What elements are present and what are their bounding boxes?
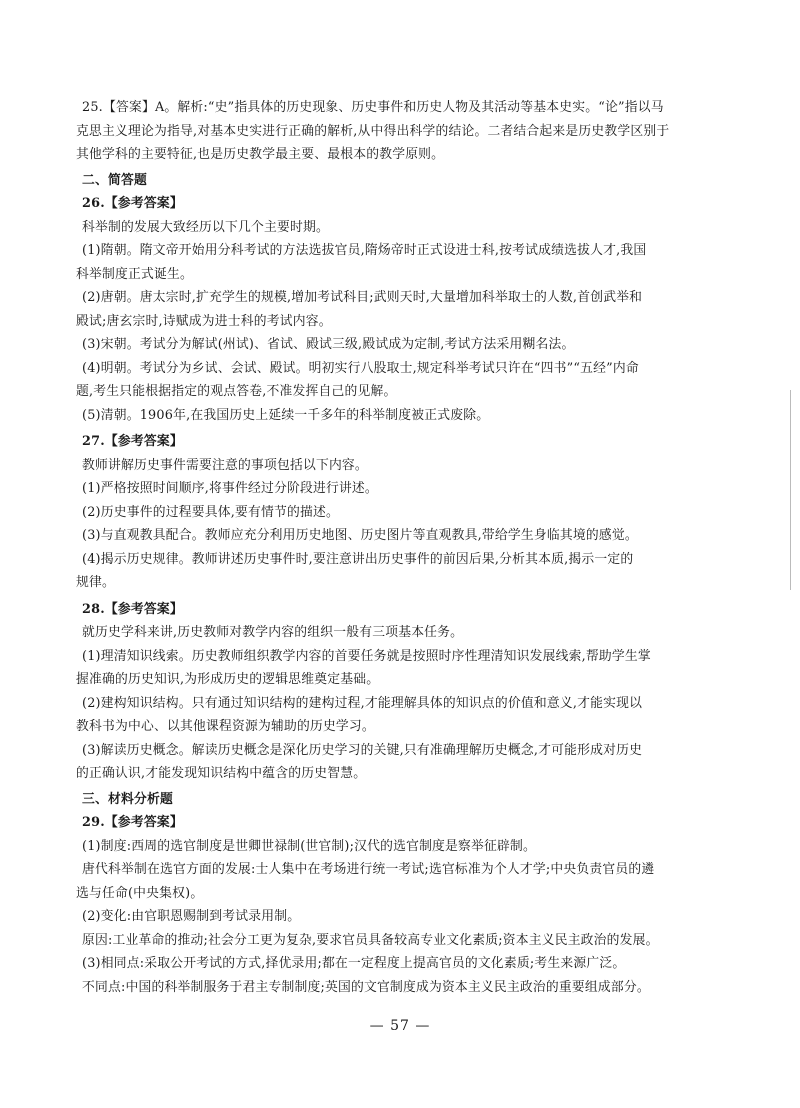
q26-title: 26.【参考答案】 bbox=[82, 196, 183, 211]
q29-line: 唐代科举制在选官方面的发展:士人集中在考场进行统一考试;选官标准为个人才学;中央负责官员的遴 bbox=[82, 862, 655, 877]
scan-margin-line bbox=[790, 390, 791, 590]
q26-line: (4)明朝。考试分为乡试、会试、殿试。明初实行八股取士,规定科举考试只许在“四书”“五经”内命 bbox=[82, 360, 639, 376]
q28-answer bbox=[76, 621, 670, 786]
q29-line: 不同点:中国的科举制服务于君主专制制度;英国的文官制度成为资本主义民主政治的重要组成部分。 bbox=[82, 979, 650, 995]
q28-title: 28.【参考答案】 bbox=[82, 601, 183, 617]
q25-line-3: 其他学科的主要特征,也是历史教学最主要、最根本的教学原则。 bbox=[76, 147, 445, 162]
q27-line: (3)与直观教具配合。教师应充分利用历史地图、历史图片等直观教具,带给学生身临其境的感觉。 bbox=[82, 528, 638, 543]
document-body bbox=[76, 96, 670, 999]
q28-line: 教科书为中心、以其他课程资源为辅助的历史学习。 bbox=[76, 719, 375, 734]
section-material-analysis: 三、材料分析题 bbox=[82, 791, 173, 807]
q28-line: (2)建构知识结构。只有通过知识结构的建构过程,才能理解具体的知识点的价值和意义,才能实现以 bbox=[82, 695, 643, 711]
q26-line: 殿试;唐玄宗时,诗赋成为进士科的考试内容。 bbox=[76, 313, 332, 329]
q27-answer bbox=[76, 454, 670, 595]
q25-line-2: 克思主义理论为指导,对基本史实进行正确的解析,从中得出科学的结论。二者结合起来是历史教学区别于 bbox=[76, 123, 670, 139]
q26-line: (5)清朝。1906年,在我国历史上延续一千多年的科举制度被正式废除。 bbox=[82, 407, 490, 423]
q29-answer bbox=[76, 835, 670, 1000]
q26-line: 科举制的发展大致经历以下几个主要时期。 bbox=[82, 219, 329, 235]
q26-answer bbox=[76, 216, 670, 428]
q29-line: 原因:工业革命的推动;社会分工更为复杂,要求官员具备较高专业文化素质;资本主义民主政治的发展。 bbox=[82, 932, 659, 948]
q29-title: 29.【参考答案】 bbox=[82, 815, 183, 830]
q27-line: (4)揭示历史规律。教师讲述历史事件时,要注意讲出历史事件的前因后果,分析其本质,揭示一定的 bbox=[82, 551, 634, 567]
q27-line: (2)历史事件的过程要具体,要有情节的描述。 bbox=[82, 504, 339, 520]
q25-answer bbox=[76, 96, 670, 167]
q26-line: 科举制度正式诞生。 bbox=[76, 266, 193, 282]
q26-line: 题,考生只能根据指定的观点答卷,不准发挥自己的见解。 bbox=[76, 384, 397, 399]
q28-line: (3)解读历史概念。解读历史概念是深化历史学习的关键,只有准确理解历史概念,才可能形成对历史 bbox=[82, 742, 643, 758]
q29-line: (3)相同点:采取公开考试的方式,择优录用;都在一定程度上提高官员的文化素质;考生来源广泛。 bbox=[82, 956, 626, 971]
q27-line: 教师讲解历史事件需要注意的事项包括以下内容。 bbox=[82, 457, 368, 473]
q28-line: 握准确的历史知识,为形成历史的逻辑思维奠定基础。 bbox=[76, 672, 380, 687]
page-number: — 57 — bbox=[369, 1018, 431, 1034]
q27-line: (1)严格按照时间顺序,将事件经过分阶段进行讲述。 bbox=[82, 481, 378, 496]
q27-title: 27.【参考答案】 bbox=[82, 434, 183, 449]
q25-line-1: 25.【答案】A。解析:“史”指具体的历史现象、历史事件和历史人物及其活动等基本史实。“论”指以马 bbox=[82, 100, 664, 115]
q28-line: 就历史学科来讲,历史教师对教学内容的组织一般有三项基本任务。 bbox=[82, 625, 464, 640]
q28-line: (1)理清知识线索。历史教师组织教学内容的首要任务就是按照时序性理清知识发展线索,帮助学生掌 bbox=[82, 648, 651, 664]
q29-line: (2)变化:由官职恩赐制到考试录用制。 bbox=[82, 909, 301, 924]
q27-line: 规律。 bbox=[76, 575, 115, 590]
q26-line: (2)唐朝。唐太宗时,扩充学生的规模,增加考试科目;武则天时,大量增加科举取士的人数,首创武举和 bbox=[82, 290, 643, 305]
q26-line: (3)宋朝。考试分为解试(州试)、省试、殿试三级,殿试成为定制,考试方法采用糊名法。 bbox=[82, 337, 575, 352]
q29-line: (1)制度:西周的选官制度是世卿世禄制(世官制);汉代的选官制度是察举征辟制。 bbox=[82, 838, 537, 854]
q29-line: 选与任命(中央集权)。 bbox=[76, 885, 204, 901]
q28-line: 的正确认识,才能发现知识结构中蕴含的历史智慧。 bbox=[76, 766, 367, 781]
section-short-answer: 二、简答题 bbox=[82, 172, 147, 188]
q26-line: (1)隋朝。隋文帝开始用分科考试的方法选拔官员,隋炀帝时正式设进士科,按考试成绩选拔人才,我国 bbox=[82, 243, 647, 258]
